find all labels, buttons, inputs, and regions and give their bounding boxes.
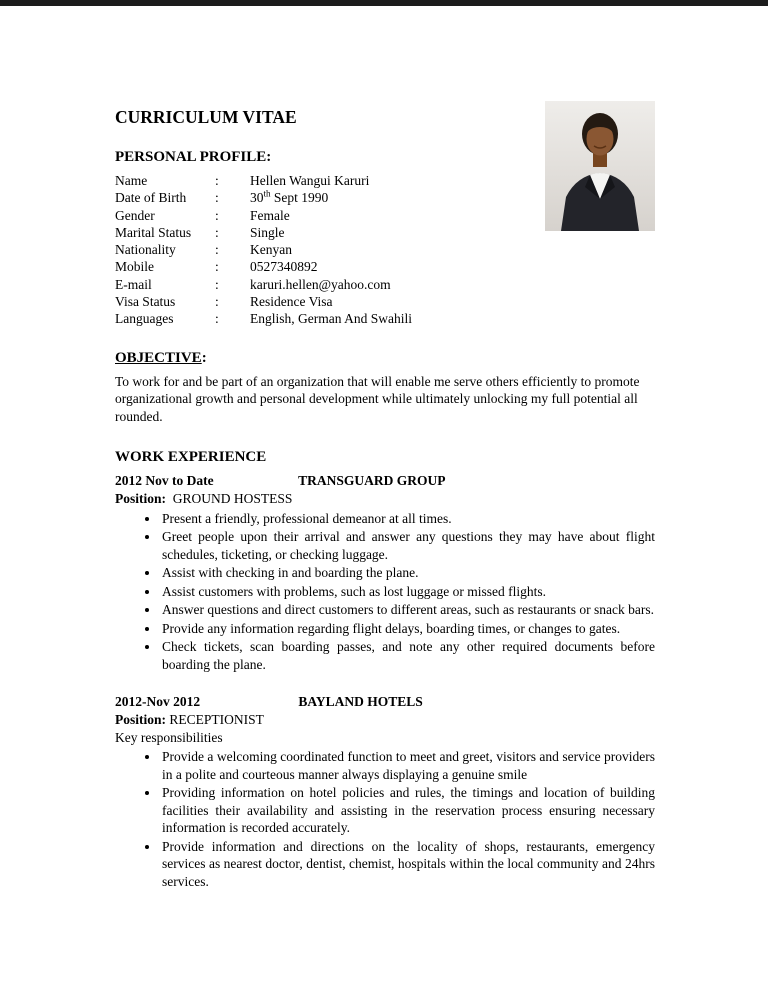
position-label: Position: (115, 712, 167, 728)
job-header (115, 693, 655, 711)
key-responsibilities-label: Key responsibilities (115, 729, 223, 745)
job-bullet: • Assist with checking in and boarding the plane. (160, 564, 655, 582)
dob-month-year: Sept 1990 (273, 190, 329, 206)
job-entry-bayland (115, 693, 655, 890)
profile-row-mobile (115, 258, 535, 275)
field-label: Mobile (115, 259, 154, 275)
objective-section (115, 349, 655, 426)
field-label: E-mail (115, 276, 152, 292)
job-bullet: • Greet people upon their arrival and answer any questions they may have about flight schedules, ticketing, or checking luggage. (160, 528, 655, 563)
objective-heading-colon: : (201, 349, 207, 366)
field-separator: : (215, 259, 219, 275)
field-separator: : (215, 173, 219, 188)
field-label: Nationality (115, 242, 176, 258)
profile-photo (545, 101, 655, 231)
page-title: CURRICULUM VITAE (115, 107, 297, 127)
field-separator: : (215, 311, 219, 327)
job-bullet: • Check tickets, scan boarding passes, and note any other required documents before boarding the plane. (160, 638, 655, 673)
job-bullet: • Answer questions and direct customers to different areas, such as restaurants or snack bars. (160, 601, 655, 619)
profile-row-email (115, 276, 535, 293)
field-label: Date of Birth (115, 190, 187, 206)
objective-heading (115, 349, 655, 368)
field-separator: : (215, 294, 219, 310)
cv-page (0, 6, 768, 931)
objective-text: To work for and be part of an organization that will enable me serve others efficiently to promote organizational growth and personal development while ultimately unlocking my full potential all rounded. (115, 373, 640, 424)
job-header (115, 472, 655, 490)
job-bullet-list (115, 510, 655, 674)
job-company: BAYLAND HOTELS (298, 694, 423, 710)
field-value (250, 189, 535, 206)
job-period: 2012 Nov to Date (115, 473, 214, 489)
field-label: Name (115, 173, 148, 188)
field-value: Kenyan (250, 242, 292, 258)
job-bullet-list (115, 748, 655, 890)
position-label: Position: (115, 491, 167, 507)
profile-row-nationality (115, 241, 535, 258)
work-experience-section (115, 448, 655, 890)
objective-heading-text: OBJECTIVE (115, 349, 202, 366)
work-experience-heading: WORK EXPERIENCE (115, 449, 267, 466)
profile-row-name (115, 172, 535, 189)
job-bullet: • Provide information and directions on the locality of shops, restaurants, emergency services as nearest doctor, dentist, chemist, hospitals within the local community and 24hrs services. (160, 838, 655, 891)
field-value: 0527340892 (250, 259, 318, 275)
position-value: RECEPTIONIST (169, 712, 264, 728)
job-entry-transguard (115, 472, 655, 673)
profile-row-visa-status (115, 293, 535, 310)
profile-row-languages (115, 310, 535, 327)
field-label: Gender (115, 207, 155, 223)
profile-row-marital-status (115, 224, 535, 241)
dob-day: 30 (250, 190, 264, 206)
field-label: Marital Status (115, 224, 192, 240)
field-separator: : (215, 207, 219, 223)
job-bullet: • Assist customers with problems, such as lost luggage or missed flights. (160, 583, 655, 601)
dob-ordinal: th (263, 188, 271, 199)
field-value: Residence Visa (250, 294, 333, 310)
portrait-photo-graphic (545, 101, 655, 231)
field-value-email: karuri.hellen@yahoo.com (250, 276, 391, 292)
field-label: Visa Status (115, 294, 176, 310)
position-value: GROUND HOSTESS (172, 491, 293, 507)
field-label: Languages (115, 311, 174, 327)
personal-profile-heading: PERSONAL PROFILE: (115, 149, 272, 165)
field-separator: : (215, 224, 219, 240)
profile-row-dob (115, 189, 535, 206)
field-separator: : (215, 242, 219, 258)
job-bullet: • Present a friendly, professional demeanor at all times. (160, 510, 655, 528)
job-bullet: • Provide any information regarding flight delays, boarding times, or changes to gates. (160, 620, 655, 638)
profile-row-gender (115, 207, 535, 224)
job-bullet: • Provide a welcoming coordinated function to meet and greet, visitors and service providers in a polite and courteous manner always displaying a genuine smile (160, 748, 655, 783)
personal-profile-table (115, 172, 535, 328)
field-value: Single (250, 224, 285, 240)
field-separator: : (215, 276, 219, 292)
job-company: TRANSGUARD GROUP (298, 473, 446, 489)
field-separator: : (215, 190, 219, 206)
job-position-line (115, 490, 655, 508)
field-value: Hellen Wangui Karuri (250, 173, 370, 188)
job-position-line (115, 711, 655, 729)
field-value: English, German And Swahili (250, 311, 412, 327)
field-value: Female (250, 207, 290, 223)
job-period: 2012-Nov 2012 (115, 694, 201, 710)
job-bullet: • Providing information on hotel policies and rules, the timings and location of building facilities their availability and assisting in the reservation process ensuring necessary information is recorded accurately. (160, 784, 655, 837)
